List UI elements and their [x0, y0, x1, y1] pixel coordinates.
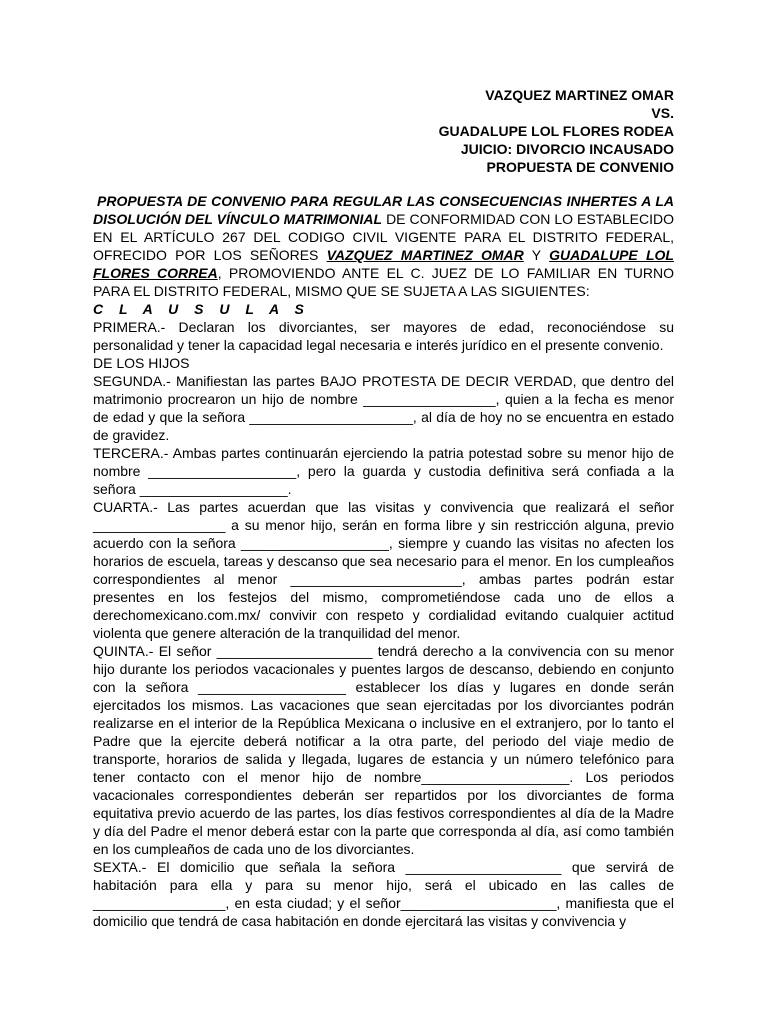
clause-cuarta: CUARTA.- Las partes acuerdan que las visitas y convivencia que realizará el señor _________________ a su menor hijo, serán en forma libre y sin restricción alguna, previo acuerdo con la señora ___________________, siempre y cuando las visitas no afecten los horarios de escuela, tareas y descanso que sea necesario para el menor. En los cumpleaños correspondientes al menor ______________________, ambas partes podrán estar presentes en los festejos del mismo, comprometiéndose cada uno de ellos a derechomexicano.com.mx/ convivir con respeto y cordialidad evitando cualquier actitud violenta que genere alteración de la tranquilidad del menor.: [93, 499, 674, 641]
intro-text-1: DE CONFORMIDAD CON LO ESTABLECIDO EN EL ARTÍCULO 267 DEL CODIGO CIVIL VIGENTE PARA EL DISTRITO FEDERAL, OFRECIDO POR LOS SEÑORES: [93, 211, 674, 263]
clause-segunda: SEGUNDA.- Manifiestan las partes BAJO PROTESTA DE DECIR VERDAD, que dentro del matrimonio procrearon un hijo de nombre _________________, quien a la fecha es menor de edad y que la señora _____________________, al día de hoy no se encuentra en estado de gravidez.: [93, 373, 674, 443]
case-header: [439, 86, 674, 176]
header-party-2: GUADALUPE LOL FLORES RODEA: [438, 123, 674, 139]
header-document-type: PROPUESTA DE CONVENIO: [486, 159, 674, 175]
header-versus: VS.: [651, 105, 674, 121]
clause-sexta: SEXTA.- El domicilio que señala la señora ____________________ que servirá de habitación para ella y para su menor hijo, será el ubicado en las calles de _________________, en esta ciudad; y el señor____________________, manifiesta que el domicilio que tendrá de casa habitación en donde ejercitará las visitas y convivencia y: [93, 859, 674, 929]
intro-text-2: Y: [523, 247, 550, 263]
intro-paragraph: [93, 192, 674, 300]
intro-text-3: , PROMOVIENDO ANTE EL C. JUEZ DE LO FAMILIAR EN TURNO PARA EL DISTRITO FEDERAL, MISMO QUE SE SUJETA A LAS SIGUIENTES:: [93, 265, 675, 299]
section-heading-hijos: DE LOS HIJOS: [93, 355, 190, 371]
document-body: [93, 192, 674, 930]
header-party-1: VAZQUEZ MARTINEZ OMAR: [485, 87, 674, 103]
intro-title: PROPUESTA DE CONVENIO PARA REGULAR LAS CONSECUENCIAS INHERTES A LA DISOLUCIÓN DEL VÍNCULO MATRIMONIAL: [93, 193, 674, 227]
clause-tercera: TERCERA.- Ambas partes continuarán ejerciendo la patria potestad sobre su menor hijo de nombre ___________________, pero la guarda y custodia definitiva será confiada a la señora ___________________.: [93, 445, 674, 497]
clause-primera: PRIMERA.- Declaran los divorciantes, ser mayores de edad, reconociéndose su personalidad y tener la capacidad legal necesaria e interés jurídico en el presente convenio.: [93, 319, 674, 353]
clausulas-heading: C L A U S U L A S: [93, 301, 310, 317]
clause-quinta: QUINTA.- El señor ____________________ tendrá derecho a la convivencia con su menor hijo durante los periodos vacacionales y puentes largos de descanso, debiendo en conjunto con la señora ___________________ establecer los días y lugares en donde serán ejercitados los mismos. Las vacaciones que sean ejercitadas por los divorciantes podrán realizarse en el interior de la República Mexicana o inclusive en el extranjero, por lo tanto el Padre que la ejercite deberá notificar a la otra parte, del periodo del viaje medio de transporte, horarios de salida y llegada, lugares de estancia y un número telefónico para tener contacto con el menor hijo de nombre___________________. Los periodos vacacionales correspondientes deberán ser repartidos por los divorciantes de forma equitativa previo acuerdo de las partes, los días festivos correspondientes al día de la Madre y día del Padre el menor deberá estar con la parte que corresponda al día, así como también en los cumpleaños de cada uno de los divorciantes.: [93, 643, 674, 857]
party-name-2: GUADALUPE LOL FLORES CORREA: [93, 247, 674, 281]
header-trial-type: JUICIO: DIVORCIO INCAUSADO: [460, 141, 674, 157]
party-name-1: VAZQUEZ MARTINEZ OMAR: [326, 247, 524, 263]
